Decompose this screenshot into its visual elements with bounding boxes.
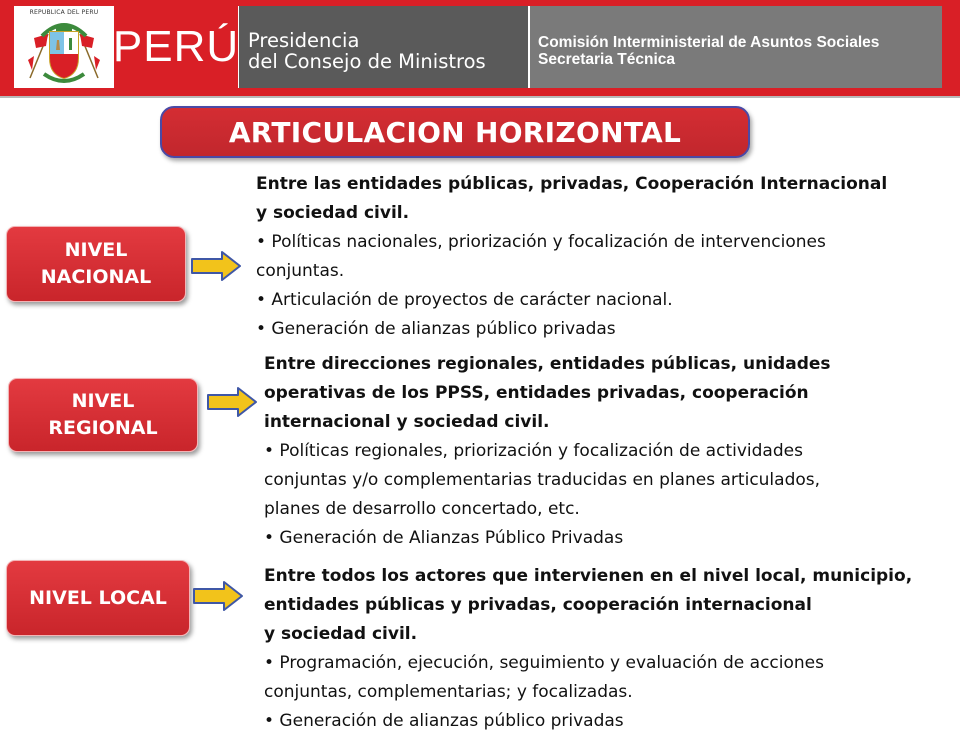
level-nacional-text-line: • Políticas nacionales, priorización y focalización de intervenciones [256,232,826,252]
level-local-text-line: entidades públicas y privadas, cooperación internacional [264,595,812,615]
commission-name [528,6,942,88]
commission-line-2: Secretaria Técnica [538,51,676,68]
level-regional-text-line: conjuntas y/o complementarias traducidas en planes articulados, [264,470,821,490]
level-local-text-line: • Programación, ejecución, seguimiento y evaluación de acciones [264,653,824,673]
seal-caption: REPUBLICA DEL PERU [29,9,99,16]
level-regional-line-1: NIVEL [71,390,135,412]
level-local-text-line: y sociedad civil. [264,624,418,644]
level-regional-text-line: • Políticas regionales, priorización y focalización de actividades [264,441,803,461]
level-local-label: NIVEL LOCAL [6,560,190,636]
header-banner [0,0,960,96]
header-inner [14,6,942,88]
commission-line-1: Comisión Interministerial de Asuntos Sociales [538,34,880,51]
level-nacional-line-2: NACIONAL [40,266,152,288]
level-regional-text-line: operativas de los PPSS, entidades privadas, cooperación [264,383,809,403]
institution-line-2: del Consejo de Ministros [248,50,486,73]
arrow-right-icon [206,386,258,418]
level-nacional-text-line: Entre las entidades públicas, privadas, Cooperación Internacional [256,174,888,194]
level-nacional-line-1: NIVEL [64,239,128,261]
institution-name [238,6,528,88]
peru-logo [114,6,238,88]
level-regional-description [264,350,944,553]
level-regional-label [8,378,198,452]
level-local-text-line: • Generación de alianzas público privadas [264,711,624,731]
slide-title: ARTICULACION HORIZONTAL [160,106,750,158]
coat-of-arms [14,6,114,88]
level-regional-line-2: REGIONAL [48,417,158,439]
level-local-text-line: conjuntas, complementarias; y focalizadas. [264,682,633,702]
level-regional-text-line: • Generación de Alianzas Público Privadas [264,528,624,548]
level-regional-text-line: planes de desarrollo concertado, etc. [264,499,580,519]
level-nacional-text-line: conjuntas. [256,261,345,281]
arrow-right-icon [192,580,244,612]
level-nacional-label [6,226,186,302]
arrow-right-icon [190,250,242,282]
level-local-text-line: Entre todos los actores que intervienen en el nivel local, municipio, [264,566,913,586]
institution-line-1: Presidencia [248,29,360,52]
level-nacional-text-line: • Articulación de proyectos de carácter nacional. [256,290,673,310]
level-regional-text-line: internacional y sociedad civil. [264,412,550,432]
level-nacional-text-line: y sociedad civil. [256,203,410,223]
level-nacional-description [256,170,936,344]
level-regional-text-line: Entre direcciones regionales, entidades públicas, unidades [264,354,831,374]
level-nacional-text-line: • Generación de alianzas público privadas [256,319,616,339]
peru-wordmark: PERÚ [112,22,240,71]
level-local-description [264,562,954,736]
coat-of-arms-icon [26,16,102,86]
header-divider [0,96,960,98]
